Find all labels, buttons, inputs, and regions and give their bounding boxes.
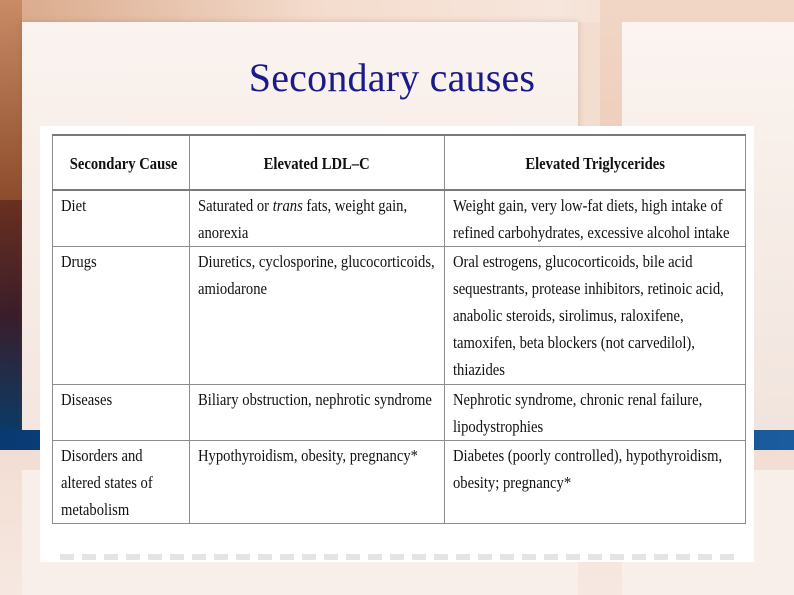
background-left-strip (0, 200, 22, 430)
slide-title-text: Secondary causes (248, 55, 536, 100)
header-elevated-ldl: Elevated LDL–C (190, 135, 445, 190)
cell-cause: Disorders and altered states of metabolism (53, 441, 190, 524)
table-row (53, 385, 746, 441)
table-header-row (53, 135, 746, 190)
secondary-causes-table-image (40, 126, 754, 562)
cell-cause: Diseases (53, 385, 190, 441)
cell-ldl: Diuretics, cyclosporine, glucocorticoids, amiodarone (190, 247, 445, 385)
cell-cause: Drugs (53, 247, 190, 385)
cell-triglycerides: Nephrotic syndrome, chronic renal failure, lipodystrophies (445, 385, 746, 441)
cell-triglycerides: Oral estrogens, glucocorticoids, bile acid sequestrants, protease inhibitors, retinoic acid, anabolic steroids, sirolimus, raloxifene, tamoxifen, beta blockers (not carvedilol), thiazides (445, 247, 746, 385)
cell-triglycerides: Weight gain, very low-fat diets, high intake of refined carbohydrates, excessive alcohol intake (445, 190, 746, 247)
cell-ldl: Biliary obstruction, nephrotic syndrome (190, 385, 445, 441)
table-row (53, 441, 746, 524)
cropped-footnote-line (60, 554, 740, 560)
slide-title (0, 54, 794, 101)
secondary-causes-table (52, 134, 746, 524)
italic-trans: trans (272, 196, 303, 215)
cell-triglycerides: Diabetes (poorly controlled), hypothyroidism, obesity; pregnancy* (445, 441, 746, 524)
cell-ldl: Hypothyroidism, obesity, pregnancy* (190, 441, 445, 524)
header-elevated-triglycerides: Elevated Triglycerides (445, 135, 746, 190)
cell-ldl: Saturated or trans fats, weight gain, anorexia (190, 190, 445, 247)
cell-cause: Diet (53, 190, 190, 247)
table-row (53, 190, 746, 247)
header-secondary-cause: Secondary Cause (53, 135, 190, 190)
table-row (53, 247, 746, 385)
